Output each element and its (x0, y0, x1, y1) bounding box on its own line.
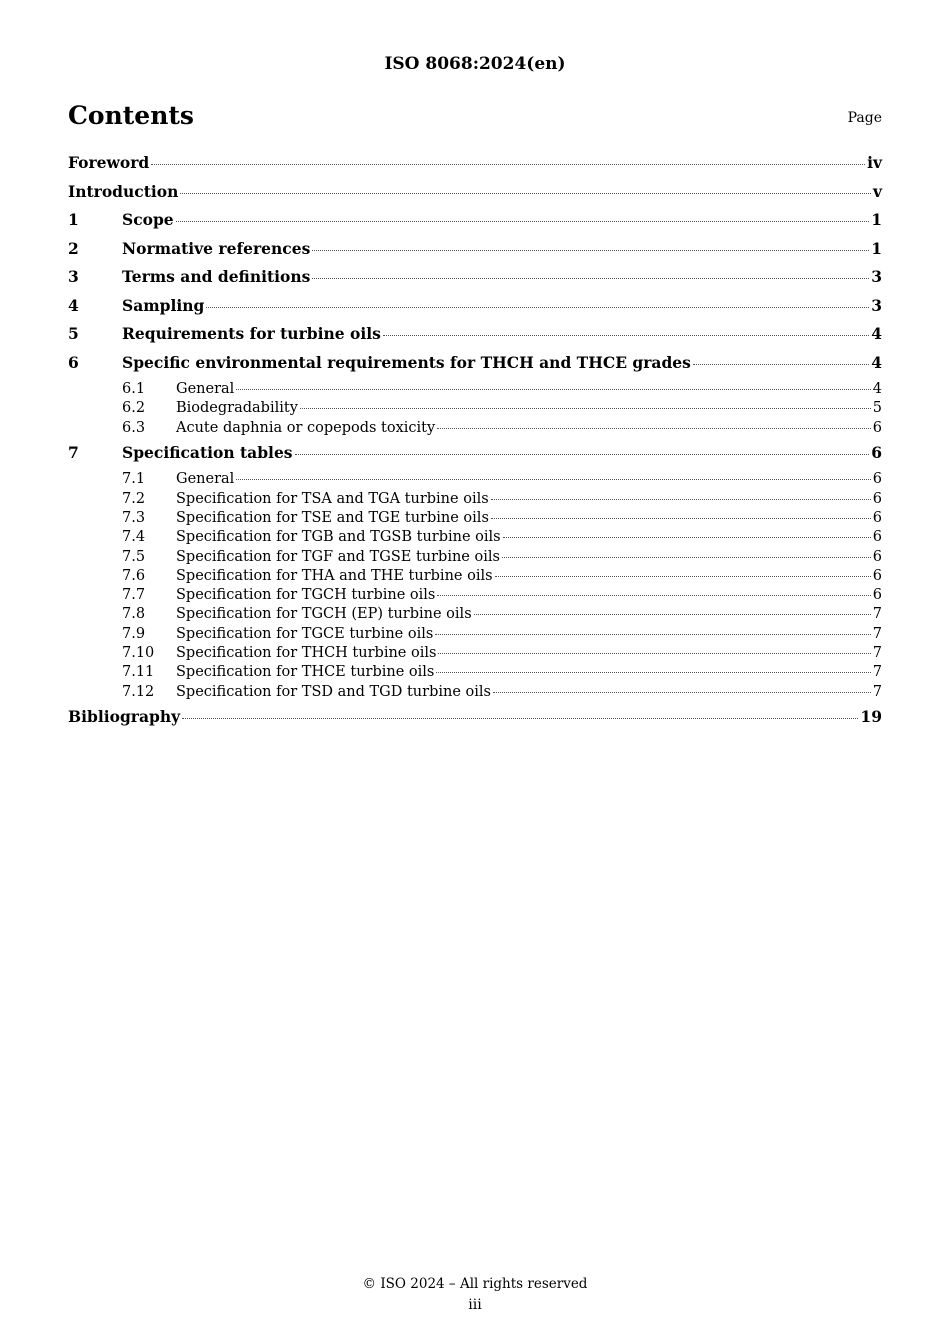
dot-leader (151, 164, 865, 165)
dot-leader (436, 672, 870, 673)
toc-entry-title: Scope (122, 210, 174, 229)
dot-leader (491, 518, 871, 519)
toc-entry-page: 6 (872, 471, 882, 488)
toc-entry[interactable] (68, 587, 882, 606)
toc-entry[interactable] (68, 182, 882, 211)
toc-entry-page: 5 (872, 400, 882, 417)
toc-entry-number: 7.6 (122, 567, 146, 584)
page-number: iii (468, 1297, 482, 1313)
toc-entry-page: 6 (872, 587, 882, 604)
toc-entry-title: Requirements for turbine oils (122, 324, 381, 343)
dot-leader (180, 193, 871, 194)
toc-entry-page: 6 (872, 490, 882, 507)
toc-entry-page: 6 (872, 509, 882, 526)
toc-entry[interactable] (68, 443, 882, 472)
toc-entry-number: 4 (68, 295, 79, 315)
toc-entry-number: 7.8 (122, 606, 146, 623)
toc-entry-page: 6 (872, 548, 882, 565)
toc-entry-page: 7 (872, 683, 882, 700)
dot-leader (300, 408, 871, 409)
dot-leader (206, 307, 869, 308)
toc-entry-number: 7.2 (122, 490, 146, 507)
toc-entry-page: 3 (871, 295, 882, 315)
toc-entry[interactable] (68, 510, 882, 529)
toc-entry-page: 4 (871, 324, 882, 343)
toc-entry-title: Acute daphnia or copepods toxicity (176, 419, 436, 436)
dot-leader (437, 595, 870, 596)
toc-entry[interactable] (68, 296, 882, 325)
toc-entry-page: iv (867, 153, 882, 172)
toc-entry-page: 6 (871, 442, 882, 462)
copyright-footer: © ISO 2024 – All rights reserved (362, 1276, 588, 1292)
dot-leader (236, 389, 870, 390)
toc-entry-number: 7.5 (122, 548, 146, 565)
toc-entry-title: General (176, 471, 235, 488)
dot-leader (491, 499, 871, 500)
toc-entry-title: Specification for TSD and TGD turbine oils (176, 683, 491, 700)
dot-leader (435, 634, 870, 635)
toc-entry-page: 1 (871, 210, 882, 229)
dot-leader (312, 278, 869, 279)
toc-entry-page: 1 (871, 238, 882, 258)
toc-entry-number: 6 (68, 352, 79, 372)
toc-entry-number: 6.2 (122, 400, 146, 417)
toc-entry-title: Specific environmental requirements for THCH and THCE grades (122, 352, 691, 372)
toc-entry-title: Specification for TSA and TGA turbine oils (176, 490, 489, 507)
toc-entry[interactable] (68, 549, 882, 568)
toc-entry[interactable] (68, 420, 882, 439)
toc-entry[interactable] (68, 381, 882, 400)
toc-entry[interactable] (68, 707, 882, 736)
toc-entry-title: General (176, 381, 235, 397)
toc-entry-page: 7 (872, 606, 882, 623)
dot-leader (437, 428, 871, 429)
toc-entry[interactable] (68, 324, 882, 353)
toc-entry-title: Specification for THCH turbine oils (176, 645, 437, 662)
toc-entry-number: 5 (68, 324, 79, 343)
toc-entry-page: 7 (872, 645, 882, 662)
toc-entry-title: Bibliography (68, 706, 181, 726)
toc-entry-number: 6.3 (122, 419, 146, 436)
dot-leader (503, 537, 871, 538)
toc-entry-title: Specification for TGB and TGSB turbine oils (176, 529, 501, 546)
toc-entry-number: 7 (68, 442, 79, 462)
document-id-header: ISO 8068:2024(en) (384, 54, 566, 74)
toc-entry[interactable] (68, 606, 882, 625)
toc-entry-title: Sampling (122, 295, 205, 315)
toc-entry-title: Specification for TGF and TGSE turbine oils (176, 548, 500, 565)
toc-entry-page: 4 (872, 381, 882, 397)
toc-entry-number: 1 (68, 210, 79, 229)
toc-entry[interactable] (68, 400, 882, 419)
toc-entry[interactable] (68, 210, 882, 239)
dot-leader (295, 454, 870, 455)
toc-entry-number: 7.10 (122, 645, 155, 662)
page-column-label: Page (847, 110, 882, 126)
toc-entry-title: Normative references (122, 238, 311, 258)
toc-entry-page: 6 (872, 419, 882, 436)
toc-entry-page: 4 (871, 352, 882, 372)
toc-entry-page: 7 (872, 664, 882, 681)
toc-entry-title: Specification for TSE and TGE turbine oils (176, 509, 489, 526)
toc-entry-title: Biodegradability (176, 400, 298, 417)
dot-leader (474, 614, 871, 615)
table-of-contents (68, 153, 882, 735)
toc-entry[interactable] (68, 153, 882, 182)
dot-leader (495, 576, 871, 577)
toc-entry-title: Introduction (68, 181, 179, 201)
toc-entry-number: 7.4 (122, 529, 146, 546)
toc-entry-title: Specification for TGCH (EP) turbine oils (176, 606, 472, 623)
toc-entry[interactable] (68, 645, 882, 664)
dot-leader (383, 335, 869, 336)
toc-entry-page: v (872, 181, 882, 201)
dot-leader (312, 250, 869, 251)
toc-entry-number: 6.1 (122, 381, 146, 397)
toc-entry[interactable] (68, 471, 882, 490)
toc-entry-number: 7.11 (122, 664, 155, 681)
dot-leader (176, 221, 870, 222)
toc-entry-title: Specification for TGCE turbine oils (176, 625, 434, 642)
toc-entry-number: 7.12 (122, 683, 155, 700)
toc-entry[interactable] (68, 267, 882, 296)
dot-leader (693, 364, 869, 365)
toc-entry-title: Specification for THCE turbine oils (176, 664, 435, 681)
toc-entry[interactable] (68, 626, 882, 645)
toc-entry-title: Terms and definitions (122, 267, 311, 286)
dot-leader (493, 692, 871, 693)
toc-entry-number: 7.3 (122, 509, 146, 526)
dot-leader (438, 653, 870, 654)
toc-entry-page: 19 (860, 706, 882, 726)
toc-entry-page: 6 (872, 567, 882, 584)
toc-entry[interactable] (68, 491, 882, 510)
toc-entry-title: Specification for TGCH turbine oils (176, 587, 436, 604)
toc-entry-title: Specification for THA and THE turbine oils (176, 567, 493, 584)
dot-leader (182, 718, 858, 719)
toc-entry-page: 7 (872, 625, 882, 642)
contents-heading: Contents (68, 101, 195, 130)
dot-leader (236, 479, 870, 480)
dot-leader (502, 557, 871, 558)
toc-entry-page: 6 (872, 529, 882, 546)
toc-entry-title: Specification tables (122, 442, 293, 462)
toc-entry[interactable] (68, 568, 882, 587)
toc-entry[interactable] (68, 353, 882, 382)
toc-entry-page: 3 (871, 267, 882, 286)
toc-entry[interactable] (68, 664, 882, 683)
toc-entry-number: 7.1 (122, 471, 146, 488)
toc-entry-title: Foreword (68, 153, 150, 172)
toc-entry[interactable] (68, 684, 882, 703)
toc-entry-number: 3 (68, 267, 79, 286)
toc-entry[interactable] (68, 529, 882, 548)
toc-entry-number: 7.9 (122, 625, 146, 642)
toc-entry[interactable] (68, 239, 882, 268)
toc-entry-number: 2 (68, 238, 79, 258)
toc-entry-number: 7.7 (122, 587, 146, 604)
